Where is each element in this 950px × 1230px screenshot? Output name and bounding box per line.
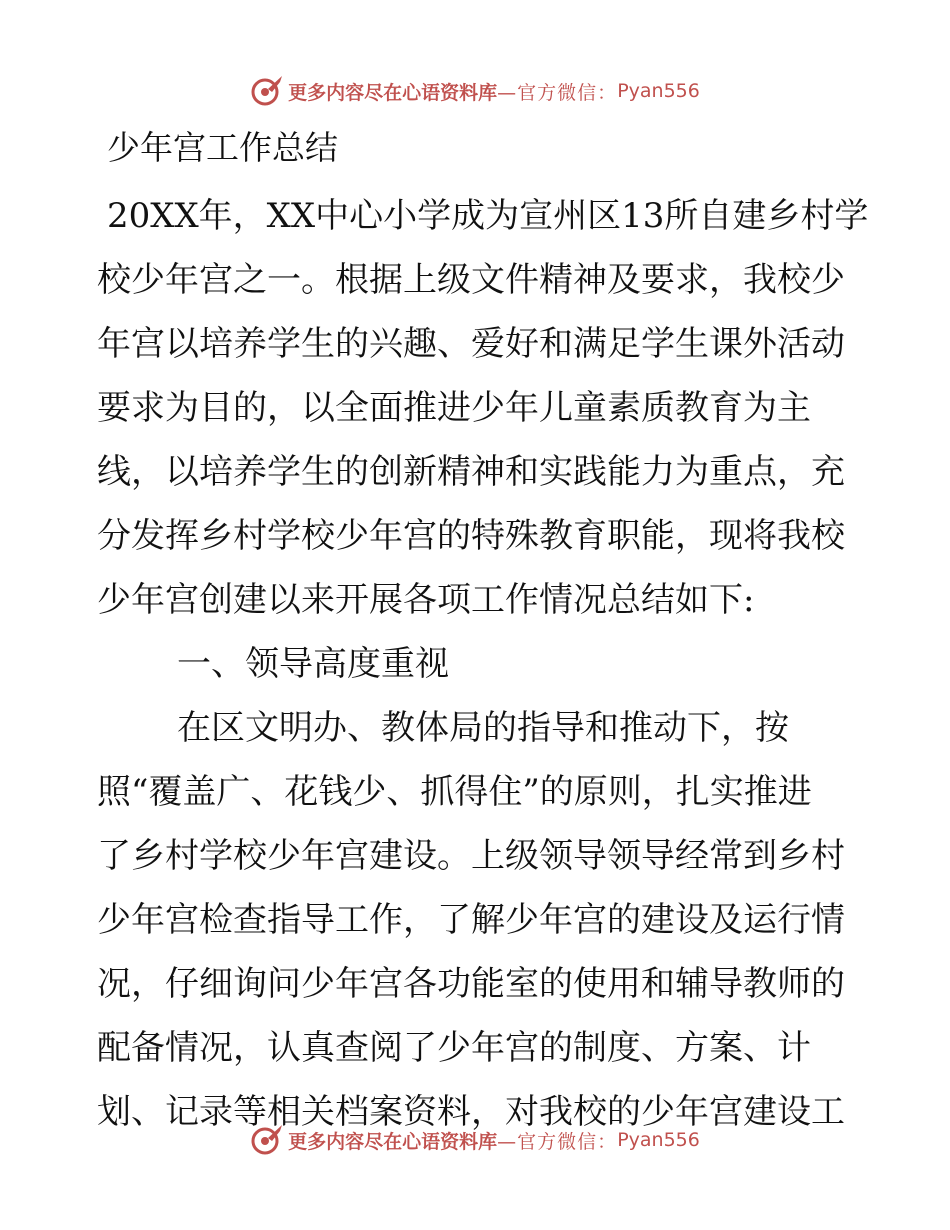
watermark-separator: —官方微信： (497, 81, 618, 104)
paragraph-line: 要求为目的，以全面推进少年儿童素质教育为主 (97, 388, 811, 428)
paragraph-line: 配备情况，认真查阅了少年宫的制度、方案、计 (97, 1028, 811, 1068)
paragraph-line: 划、记录等相关档案资料，对我校的少年宫建设工 (97, 1092, 845, 1132)
paragraph-line: 少年宫检查指导工作，了解少年宫的建设及运行情 (97, 900, 845, 940)
paragraph-line: 校少年宫之一。根据上级文件精神及要求，我校少 (97, 260, 845, 300)
watermark-header (0, 71, 950, 111)
section-heading: 一、领导高度重视 (177, 644, 449, 684)
watermark-separator: —官方微信： (497, 1130, 618, 1153)
watermark-main-text: 更多内容尽在心语资料库 (288, 81, 498, 104)
paragraph-line: 20XX年，XX中心小学成为宣州区13所自建乡村学 (107, 196, 869, 236)
paragraph-line: 分发挥乡村学校少年宫的特殊教育职能，现将我校 (97, 516, 845, 556)
document-body (97, 118, 869, 1144)
document-title: 少年宫工作总结 (107, 128, 338, 167)
paragraph-line: 照“覆盖广、花钱少、抓得住”的原则，扎实推进 (97, 772, 812, 812)
paragraph-line: 年宫以培养学生的兴趣、爱好和满足学生课外活动 (97, 324, 845, 364)
paragraph-line: 况，仔细询问少年宫各功能室的使用和辅导教师的 (97, 964, 845, 1004)
watermark-wechat-id: Pyan556 (617, 1129, 700, 1151)
watermark-footer (0, 1120, 950, 1160)
watermark-main-text: 更多内容尽在心语资料库 (288, 1130, 498, 1153)
quill-logo-icon (250, 74, 284, 108)
quill-logo-icon (250, 1123, 284, 1157)
paragraph-line: 线，以培养学生的创新精神和实践能力为重点，充 (97, 452, 845, 492)
paragraph-line: 少年宫创建以来开展各项工作情况总结如下: (97, 580, 755, 620)
paragraph-line: 在区文明办、教体局的指导和推动下，按 (177, 708, 789, 748)
watermark-wechat-id: Pyan556 (617, 80, 700, 102)
paragraph-line: 了乡村学校少年宫建设。上级领导领导经常到乡村 (97, 836, 845, 876)
